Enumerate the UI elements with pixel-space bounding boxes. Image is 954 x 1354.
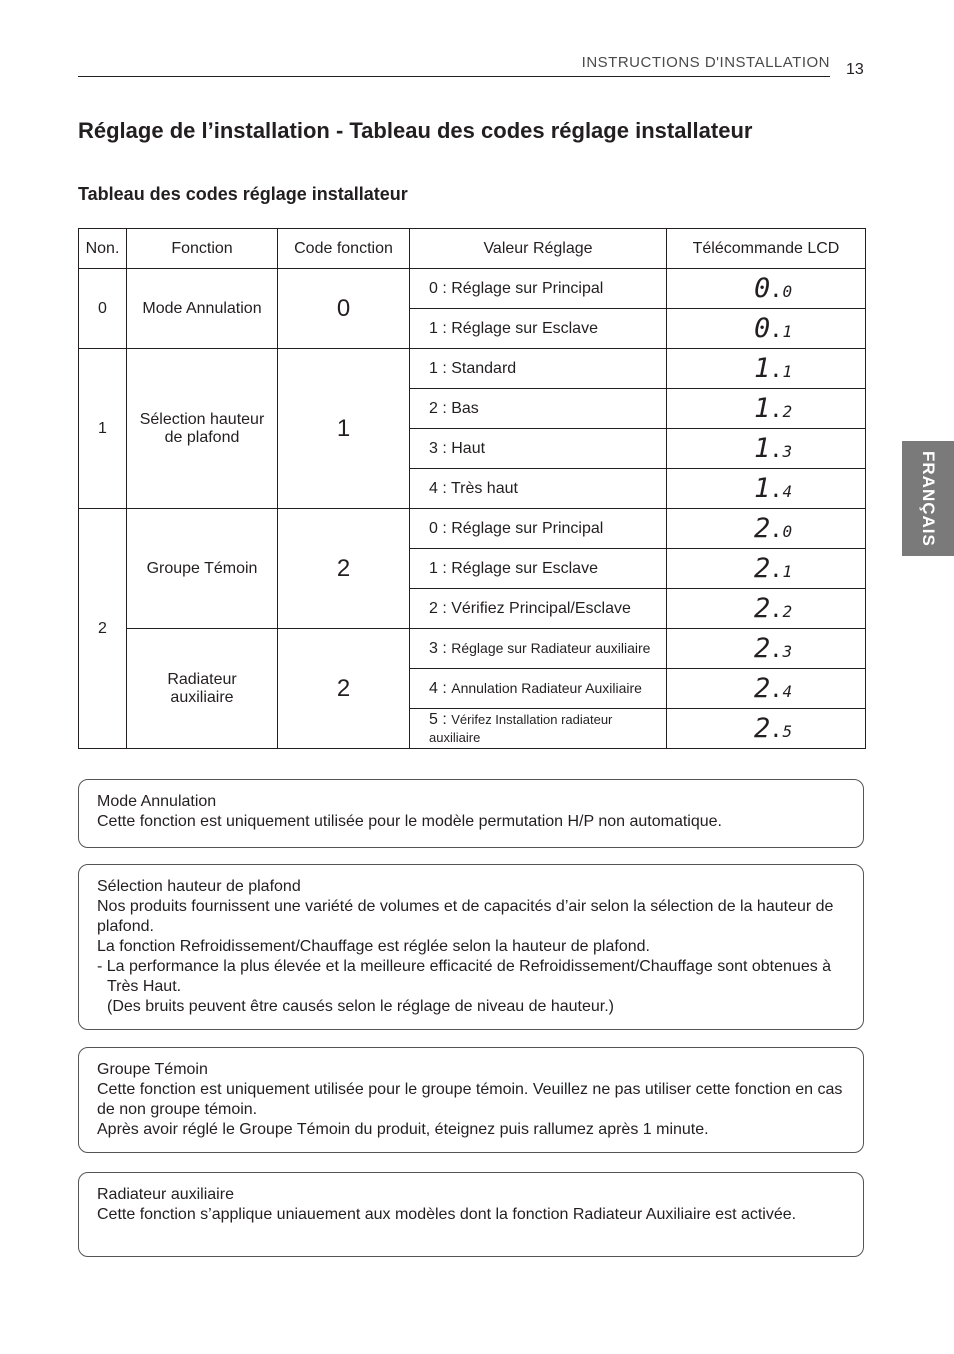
header-setting-value: Valeur Réglage	[410, 229, 667, 269]
value-text: Réglage sur Esclave	[451, 559, 598, 577]
lcd-main-digit: 1	[754, 473, 770, 504]
note-group-control	[78, 1047, 864, 1153]
value-prefix: 0 :	[429, 519, 452, 537]
lcd-dot: .	[769, 518, 783, 543]
value-text: Très haut	[450, 479, 518, 497]
lcd-display	[667, 349, 866, 389]
function-name-line: Radiateur	[167, 670, 237, 688]
setting-value	[410, 469, 667, 509]
lcd-main-digit: 1	[754, 353, 770, 384]
lcd-sub-digit: 2	[782, 602, 793, 621]
value-text: Haut	[451, 439, 486, 457]
lcd-dot: .	[769, 678, 783, 703]
table-title: Tableau des codes réglage installateur	[78, 184, 408, 204]
note-ceiling-height	[78, 864, 864, 1030]
setting-value	[410, 629, 667, 669]
note-mode-annulation	[78, 779, 864, 848]
value-text: Réglage sur Radiateur auxiliaire	[451, 639, 651, 656]
function-name-line: auxiliaire	[170, 688, 234, 706]
lcd-sub-digit: 4	[782, 682, 793, 701]
value-prefix: 1 :	[429, 359, 452, 377]
value-prefix: 4 :	[429, 479, 451, 497]
lcd-sub-digit: 1	[782, 322, 793, 341]
setting-value	[410, 709, 667, 749]
table-row	[79, 349, 866, 389]
lcd-dot: .	[769, 318, 783, 343]
value-text: Réglage sur Principal	[451, 279, 604, 297]
function-name: Groupe Témoin	[127, 509, 278, 629]
setting-value	[410, 269, 667, 309]
value-prefix: 2 :	[429, 599, 452, 617]
note-title: Mode Annulation	[97, 793, 217, 810]
function-name-line: Sélection hauteur	[139, 410, 265, 428]
lcd-display	[667, 389, 866, 429]
value-prefix: 5 :	[429, 710, 452, 728]
lcd-main-digit: 2	[754, 513, 770, 544]
page-title: Réglage de l’installation - Tableau des codes réglage installateur	[78, 118, 753, 143]
running-header: INSTRUCTIONS D'INSTALLATION	[581, 54, 830, 71]
setting-value	[410, 429, 667, 469]
table-header-row	[79, 229, 866, 269]
value-text: Vérifiez Principal/Esclave	[451, 599, 631, 617]
setting-value	[410, 589, 667, 629]
function-code: 2	[278, 629, 410, 749]
note-text: Cette fonction est uniquement utilisée pour le modèle permutation H/P non automatique.	[97, 813, 722, 830]
value-text: Annulation Radiateur Auxiliaire	[451, 679, 642, 696]
setting-value	[410, 309, 667, 349]
language-tab	[902, 441, 954, 556]
function-code: 1	[278, 349, 410, 509]
lcd-dot: .	[769, 478, 783, 503]
header-divider	[78, 76, 830, 77]
value-prefix: 2 :	[429, 399, 452, 417]
lcd-dot: .	[769, 278, 783, 303]
lcd-main-digit: 2	[754, 553, 770, 584]
lcd-sub-digit: 0	[782, 282, 793, 301]
lcd-display	[667, 429, 866, 469]
value-text: Bas	[451, 399, 479, 417]
function-name	[127, 629, 278, 749]
value-text: Vérifez Installation radiateur auxiliaire	[429, 711, 613, 745]
value-prefix: 3 :	[429, 439, 452, 457]
value-text: Standard	[451, 359, 517, 377]
lcd-dot: .	[769, 358, 783, 383]
value-prefix: 1 :	[429, 559, 452, 577]
lcd-display	[667, 709, 866, 749]
value-prefix: 0 :	[429, 279, 452, 297]
header-function: Fonction	[127, 229, 278, 269]
note-text: La fonction Refroidissement/Chauffage est réglée selon la hauteur de plafond.	[97, 938, 650, 955]
setting-value	[410, 389, 667, 429]
lcd-main-digit: 2	[754, 673, 770, 704]
lcd-sub-digit: 2	[782, 402, 793, 421]
lcd-dot: .	[769, 598, 783, 623]
value-text: Réglage sur Esclave	[451, 319, 598, 337]
installer-codes-table	[78, 228, 866, 749]
function-code: 0	[278, 269, 410, 349]
page-number: 13	[846, 61, 864, 78]
lcd-main-digit: 2	[754, 713, 770, 744]
header-remote-lcd: Télécommande LCD	[667, 229, 866, 269]
row-number: 0	[79, 269, 127, 349]
lcd-display	[667, 469, 866, 509]
lcd-sub-digit: 3	[782, 642, 793, 661]
note-text: Après avoir réglé le Groupe Témoin du produit, éteignez puis rallumez après 1 minute.	[97, 1121, 709, 1138]
lcd-sub-digit: 3	[782, 442, 793, 461]
lcd-display	[667, 589, 866, 629]
setting-value	[410, 509, 667, 549]
value-text: Réglage sur Principal	[451, 519, 604, 537]
note-aux-heater	[78, 1172, 864, 1257]
lcd-display	[667, 549, 866, 589]
note-title: Radiateur auxiliaire	[97, 1186, 234, 1203]
header-no: Non.	[79, 229, 127, 269]
lcd-dot: .	[769, 718, 783, 743]
note-text: - La performance la plus élevée et la meilleure efficacité de Refroidissement/Chauffage sont obtenues à Très Haut.	[97, 958, 832, 995]
note-title: Groupe Témoin	[97, 1061, 208, 1078]
header-function-code: Code fonction	[278, 229, 410, 269]
row-number: 1	[79, 349, 127, 509]
table-row	[79, 269, 866, 309]
lcd-main-digit: 0	[754, 313, 770, 344]
value-prefix: 4 :	[429, 679, 452, 697]
lcd-dot: .	[769, 398, 783, 423]
language-tab-label: FRANÇAIS	[919, 450, 938, 547]
lcd-main-digit: 1	[754, 433, 770, 464]
lcd-sub-digit: 5	[782, 722, 793, 741]
value-prefix: 3 :	[429, 639, 452, 657]
lcd-main-digit: 0	[754, 273, 770, 304]
setting-value	[410, 349, 667, 389]
lcd-sub-digit: 4	[782, 482, 793, 501]
lcd-main-digit: 2	[754, 633, 770, 664]
lcd-sub-digit: 1	[782, 562, 793, 581]
lcd-dot: .	[769, 438, 783, 463]
lcd-main-digit: 1	[754, 393, 770, 424]
lcd-display	[667, 269, 866, 309]
setting-value	[410, 549, 667, 589]
lcd-sub-digit: 0	[782, 522, 793, 541]
function-name-line: de plafond	[164, 428, 240, 446]
lcd-dot: .	[769, 558, 783, 583]
note-title: Sélection hauteur de plafond	[97, 878, 301, 895]
lcd-dot: .	[769, 638, 783, 663]
note-text: Nos produits fournissent une variété de volumes et de capacités d’air selon la sélection de la hauteur de plafond.	[97, 898, 834, 935]
table-row	[79, 509, 866, 549]
lcd-display	[667, 669, 866, 709]
lcd-display	[667, 309, 866, 349]
function-code: 2	[278, 509, 410, 629]
row-number: 2	[79, 509, 127, 749]
function-name	[127, 349, 278, 509]
lcd-display	[667, 629, 866, 669]
lcd-display	[667, 509, 866, 549]
lcd-main-digit: 2	[754, 593, 770, 624]
note-text: Cette fonction s’applique uniauement aux modèles dont la fonction Radiateur Auxiliaire est activée.	[97, 1206, 797, 1223]
note-text: (Des bruits peuvent être causés selon le réglage de niveau de hauteur.)	[107, 998, 614, 1015]
lcd-sub-digit: 1	[782, 362, 793, 381]
setting-value	[410, 669, 667, 709]
function-name: Mode Annulation	[127, 269, 278, 349]
value-prefix: 1 :	[429, 319, 452, 337]
table-row	[79, 629, 866, 669]
note-text: Cette fonction est uniquement utilisée pour le groupe témoin. Veuillez ne pas utiliser cette fonction en cas de non groupe témoin.	[97, 1081, 843, 1118]
